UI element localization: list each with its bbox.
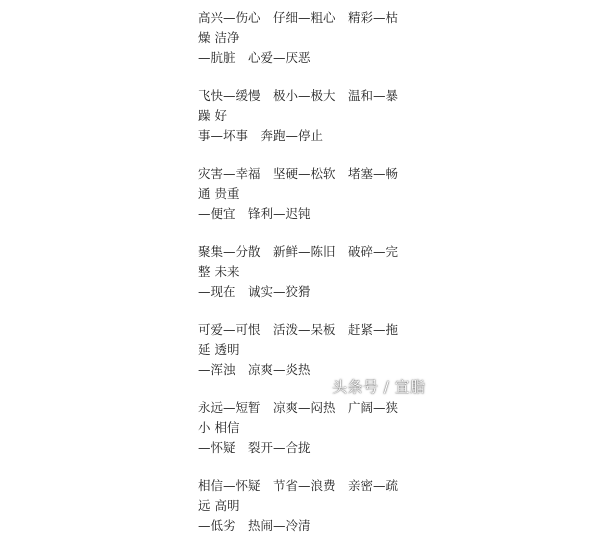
antonym-paragraph-2 [198, 86, 410, 146]
paragraph-line: —现在 诚实—狡猾 [198, 284, 311, 299]
antonym-list [198, 8, 410, 554]
watermark: 头条号 / 宣脂 [332, 378, 426, 396]
paragraph-line: 事—坏事 奔跑—停止 [198, 128, 324, 143]
paragraph-line: —便宜 锋利—迟钝 [198, 206, 311, 221]
paragraph-line: 聚集—分散 新鲜—陈旧 破碎—完整 未来 [198, 244, 399, 279]
paragraph-line: —怀疑 裂开—合拢 [198, 440, 311, 455]
antonym-paragraph-6 [198, 398, 410, 458]
paragraph-line: 可爱—可恨 活泼—呆板 赶紧—拖延 透明 [198, 322, 399, 357]
paragraph-line: 飞快—缓慢 极小—极大 温和—暴躁 好 [198, 88, 399, 123]
paragraph-line: 灾害—幸福 坚硬—松软 堵塞—畅通 贵重 [198, 166, 399, 201]
paragraph-line: —低劣 热闹—冷清 [198, 518, 311, 533]
antonym-paragraph-3 [198, 164, 410, 224]
antonym-paragraph-5 [198, 320, 410, 380]
antonym-paragraph-4 [198, 242, 410, 302]
paragraph-line: 高兴—伤心 仔细—粗心 精彩—枯燥 洁净 [198, 10, 399, 45]
paragraph-line: 相信—怀疑 节省—浪费 亲密—疏远 高明 [198, 478, 399, 513]
antonym-paragraph-7 [198, 476, 410, 536]
paragraph-line: —浑浊 凉爽—炎热 [198, 362, 311, 377]
antonym-paragraph-1 [198, 8, 410, 68]
paragraph-line: 永远—短暂 凉爽—闷热 广阔—狭小 相信 [198, 400, 399, 435]
paragraph-line: —肮脏 心爱—厌恶 [198, 50, 311, 65]
